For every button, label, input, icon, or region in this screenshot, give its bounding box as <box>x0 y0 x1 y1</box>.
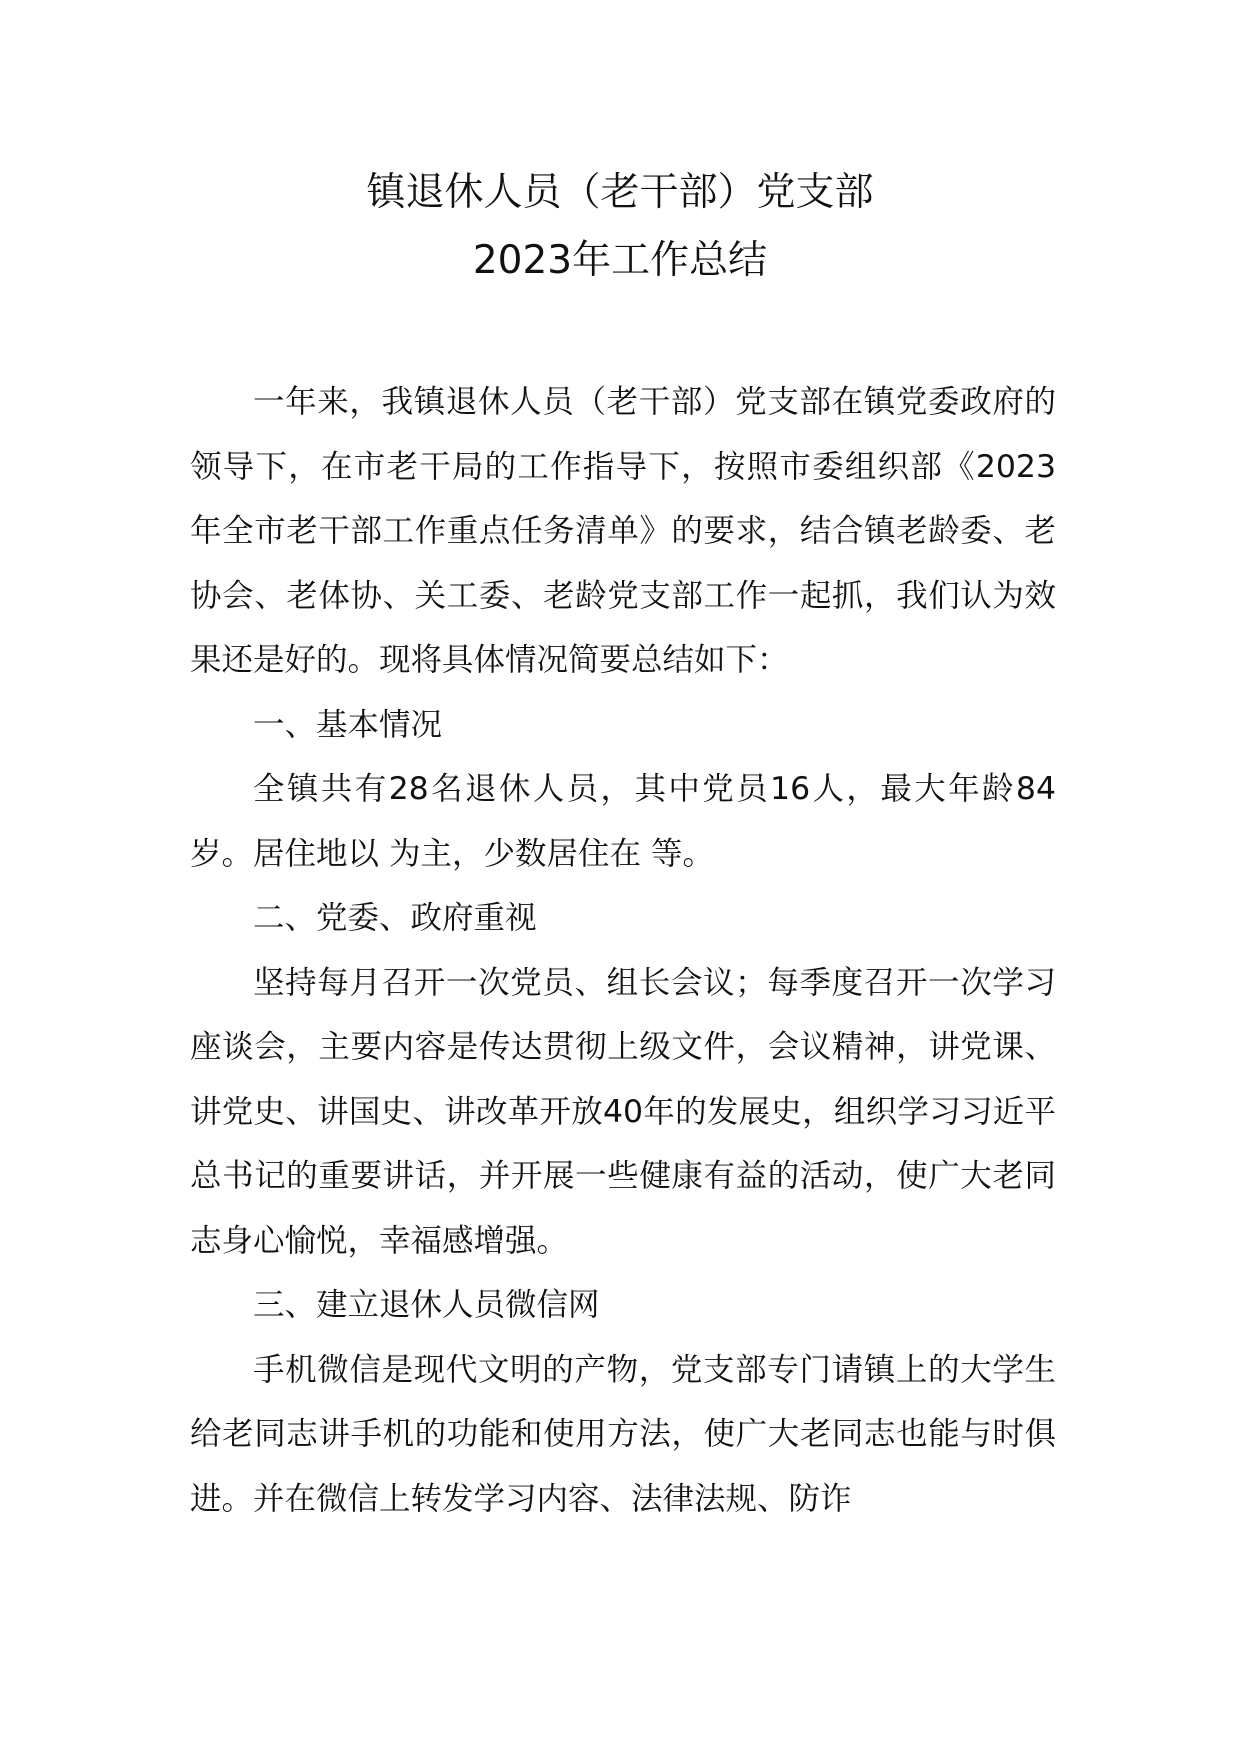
wechat-network-paragraph: 手机微信是现代文明的产物，党支部专门请镇上的大学生给老同志讲手机的功能和使用方法，使广大老同志也能与时俱进。并在微信上转发学习内容、法律法规、防诈 <box>190 1351 1056 1517</box>
basic-situation-paragraph: 全镇共有28名退休人员，其中党员16人，最大年龄84岁。居住地以 为主，少数居住在 等。 <box>190 771 1056 872</box>
document-title-line-1: 镇退休人员（老干部）党支部 <box>366 170 874 215</box>
intro-paragraph: 一年来，我镇退休人员（老干部）党支部在镇党委政府的领导下，在市老干局的工作指导下，按照市委组织部《2023年全市老干部工作重点任务清单》的要求，结合镇老龄委、老协会、老体协、关工委、老龄党支部工作一起抓，我们认为效果还是好的。现将具体情况简要总结如下： <box>190 384 1056 678</box>
section-heading-wechat-network: 三、建立退休人员微信网 <box>253 1287 600 1323</box>
document-body <box>190 370 1056 1531</box>
party-government-paragraph: 坚持每月召开一次党员、组长会议；每季度召开一次学习座谈会，主要内容是传达贯彻上级文件，会议精神，讲党课、讲党史、讲国史、讲改革开放40年的发展史，组织学习习近平总书记的重要讲话，并开展一些健康有益的活动，使广大老同志身心愉悦，幸福感增强。 <box>190 964 1056 1259</box>
section-heading-basic-situation: 一、基本情况 <box>253 706 443 743</box>
document-title-line-2: 2023年工作总结 <box>472 238 768 283</box>
section-heading-party-government: 二、党委、政府重视 <box>253 900 537 936</box>
